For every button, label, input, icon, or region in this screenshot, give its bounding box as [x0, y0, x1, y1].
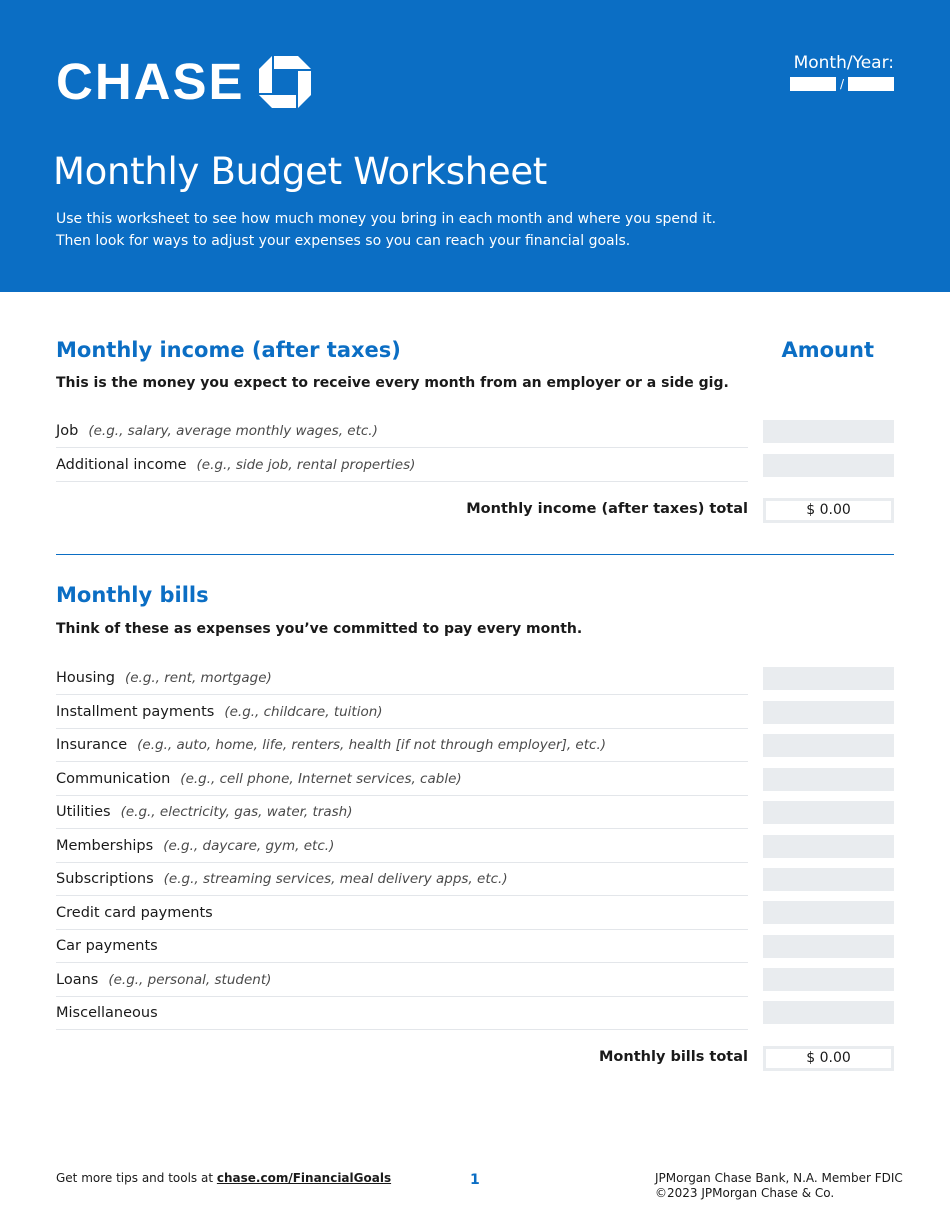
row-hint: (e.g., personal, student)	[108, 971, 272, 988]
intro-line-1: Use this worksheet to see how much money you bring in each month and where you spend it.	[56, 211, 717, 227]
miscellaneous-amount-input[interactable]	[763, 1001, 894, 1024]
row-label: Loans	[56, 971, 99, 988]
month-year-separator: /	[839, 77, 845, 91]
row-hint: (e.g., auto, home, life, renters, health [if not through employer], etc.)	[137, 736, 607, 753]
row-label: Housing	[56, 669, 115, 686]
month-year-label: Month/Year:	[793, 53, 894, 73]
income-row-additional	[56, 448, 748, 482]
header-banner	[0, 0, 950, 292]
income-total-value: $ 0.00	[763, 498, 894, 523]
row-hint: (e.g., streaming services, meal delivery apps, etc.)	[163, 870, 508, 887]
footer-legal	[655, 1171, 903, 1201]
bills-subtitle: Think of these as expenses you’ve committed to pay every month.	[56, 621, 583, 637]
job-amount-input[interactable]	[763, 420, 894, 443]
footer-tips	[56, 1171, 391, 1185]
year-input[interactable]	[848, 77, 894, 91]
month-input[interactable]	[790, 77, 836, 91]
month-year-fields	[790, 77, 894, 91]
bills-heading: Monthly bills	[56, 583, 209, 607]
bills-row-credit-card	[56, 896, 748, 930]
bills-row-car-payments	[56, 929, 748, 963]
intro-line-2: Then look for ways to adjust your expenses so you can reach your financial goals.	[56, 233, 631, 249]
bills-total-label: Monthly bills total	[599, 1049, 748, 1065]
octagon-logo-icon	[259, 56, 311, 108]
income-heading: Monthly income (after taxes)	[56, 338, 401, 362]
row-label: Utilities	[56, 803, 111, 820]
housing-amount-input[interactable]	[763, 667, 894, 690]
car-payments-amount-input[interactable]	[763, 935, 894, 958]
bills-row-loans	[56, 963, 748, 997]
bills-row-insurance	[56, 728, 748, 762]
section-divider	[56, 554, 894, 555]
row-hint: (e.g., rent, mortgage)	[124, 669, 272, 686]
row-label: Additional income	[56, 456, 187, 473]
row-label: Car payments	[56, 937, 158, 954]
row-label: Credit card payments	[56, 904, 213, 921]
page-title: Monthly Budget Worksheet	[53, 150, 547, 193]
subscriptions-amount-input[interactable]	[763, 868, 894, 891]
income-row-job	[56, 414, 748, 448]
row-hint: (e.g., salary, average monthly wages, etc.)	[88, 422, 378, 439]
footer-tips-text: Get more tips and tools at	[56, 1171, 217, 1185]
page-number: 1	[470, 1172, 480, 1188]
amount-column-heading: Amount	[781, 338, 874, 362]
row-hint: (e.g., electricity, gas, water, trash)	[120, 803, 353, 820]
chase-wordmark: CHASE	[56, 53, 245, 110]
utilities-amount-input[interactable]	[763, 801, 894, 824]
row-label: Miscellaneous	[56, 1004, 158, 1021]
bills-total-value: $ 0.00	[763, 1046, 894, 1071]
communication-amount-input[interactable]	[763, 768, 894, 791]
row-label: Subscriptions	[56, 870, 154, 887]
bills-row-housing	[56, 661, 748, 695]
intro-text	[56, 208, 816, 252]
loans-amount-input[interactable]	[763, 968, 894, 991]
bills-row-installment	[56, 695, 748, 729]
income-subtitle: This is the money you expect to receive every month from an employer or a side gig.	[56, 375, 729, 391]
memberships-amount-input[interactable]	[763, 835, 894, 858]
insurance-amount-input[interactable]	[763, 734, 894, 757]
bills-row-miscellaneous	[56, 996, 748, 1030]
income-total-label: Monthly income (after taxes) total	[466, 501, 748, 517]
bills-row-communication	[56, 762, 748, 796]
chase-logo	[56, 53, 311, 110]
legal-line-2: ©2023 JPMorgan Chase & Co.	[655, 1186, 835, 1200]
legal-line-1: JPMorgan Chase Bank, N.A. Member FDIC	[655, 1171, 903, 1185]
row-label: Memberships	[56, 837, 154, 854]
additional-income-amount-input[interactable]	[763, 454, 894, 477]
bills-row-utilities	[56, 795, 748, 829]
credit-card-amount-input[interactable]	[763, 901, 894, 924]
row-label: Installment payments	[56, 703, 215, 720]
row-hint: (e.g., childcare, tuition)	[224, 703, 383, 720]
financial-goals-link[interactable]: chase.com/FinancialGoals	[216, 1171, 392, 1185]
row-label: Communication	[56, 770, 171, 787]
row-hint: (e.g., daycare, gym, etc.)	[163, 837, 335, 854]
row-hint: (e.g., side job, rental properties)	[196, 456, 416, 473]
bills-row-subscriptions	[56, 862, 748, 896]
row-label: Job	[56, 422, 79, 439]
installment-amount-input[interactable]	[763, 701, 894, 724]
row-hint: (e.g., cell phone, Internet services, cable)	[180, 770, 462, 787]
bills-row-memberships	[56, 829, 748, 863]
row-label: Insurance	[56, 736, 128, 753]
month-year-block	[790, 52, 894, 91]
